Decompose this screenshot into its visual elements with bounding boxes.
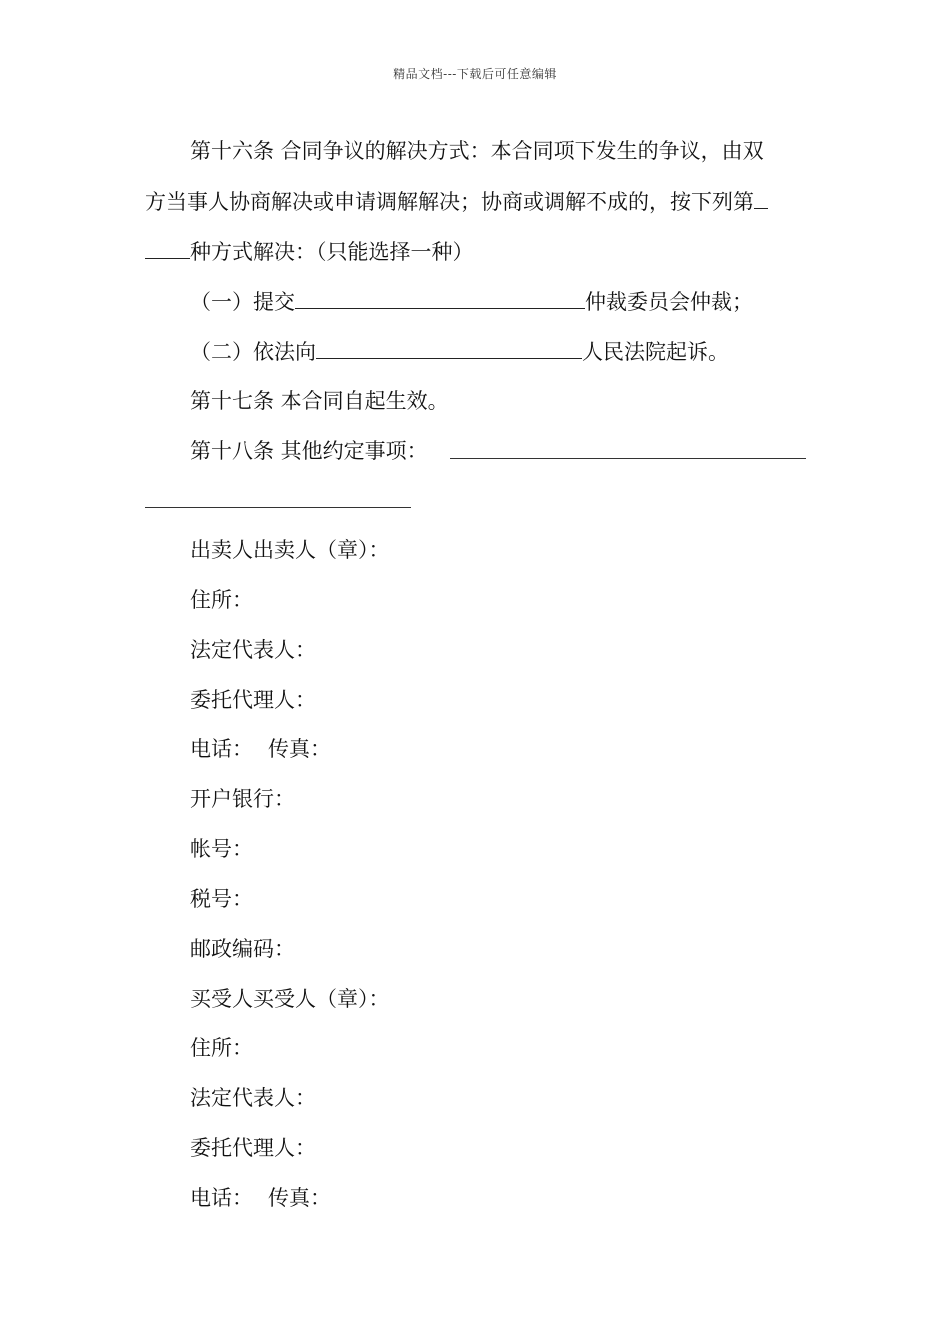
option-court-suffix: 人民法院起诉。 bbox=[582, 340, 729, 364]
option-arbitration bbox=[190, 286, 753, 317]
seller-fax: 传真： bbox=[268, 737, 331, 761]
option-court-prefix: （二）依法向 bbox=[190, 340, 316, 364]
article-16-line-3 bbox=[145, 236, 474, 267]
option-arbitration-prefix: （一）提交 bbox=[190, 290, 295, 314]
other-terms-blank-line-2 bbox=[145, 507, 411, 508]
page-header: 精品文档---下载后可任意编辑 bbox=[393, 67, 557, 81]
article-16-line-3-text: 种方式解决：（只能选择一种） bbox=[190, 240, 474, 264]
buyer-address: 住所： bbox=[190, 1036, 253, 1060]
seller-bank: 开户银行： bbox=[190, 787, 295, 811]
article-16-line-1: 第十六条 合同争议的解决方式：本合同项下发生的争议，由双 bbox=[190, 139, 764, 163]
option-arbitration-suffix: 仲裁委员会仲裁； bbox=[585, 290, 753, 314]
buyer-legal-rep: 法定代表人： bbox=[190, 1086, 316, 1110]
article-17: 第十七条 本合同自起生效。 bbox=[190, 389, 449, 413]
buyer-contact bbox=[190, 1183, 331, 1213]
choice-blank-start bbox=[754, 186, 768, 209]
buyer-title: 买受人买受人（章）： bbox=[190, 987, 390, 1011]
seller-tax-id: 税号： bbox=[190, 887, 253, 911]
seller-postcode: 邮政编码： bbox=[190, 937, 295, 961]
buyer-fax: 传真： bbox=[268, 1186, 331, 1210]
seller-account: 帐号： bbox=[190, 837, 253, 861]
article-16-line-2 bbox=[145, 186, 768, 217]
seller-phone: 电话： bbox=[190, 737, 253, 761]
seller-title: 出卖人出卖人（章）： bbox=[190, 538, 390, 562]
seller-agent: 委托代理人： bbox=[190, 688, 316, 712]
court-name-blank bbox=[316, 336, 582, 359]
buyer-phone: 电话： bbox=[190, 1186, 253, 1210]
option-court bbox=[190, 336, 729, 367]
buyer-agent: 委托代理人： bbox=[190, 1136, 316, 1160]
article-18-text: 第十八条 其他约定事项： bbox=[190, 439, 428, 463]
seller-address: 住所： bbox=[190, 588, 253, 612]
article-18 bbox=[190, 436, 428, 466]
arbitration-commission-blank bbox=[295, 286, 585, 309]
seller-legal-rep: 法定代表人： bbox=[190, 638, 316, 662]
other-terms-blank-line-1 bbox=[450, 458, 806, 459]
seller-contact bbox=[190, 734, 331, 764]
article-16-line-2-text: 方当事人协商解决或申请调解解决；协商或调解不成的，按下列第 bbox=[145, 190, 754, 214]
choice-blank-end bbox=[145, 236, 190, 259]
